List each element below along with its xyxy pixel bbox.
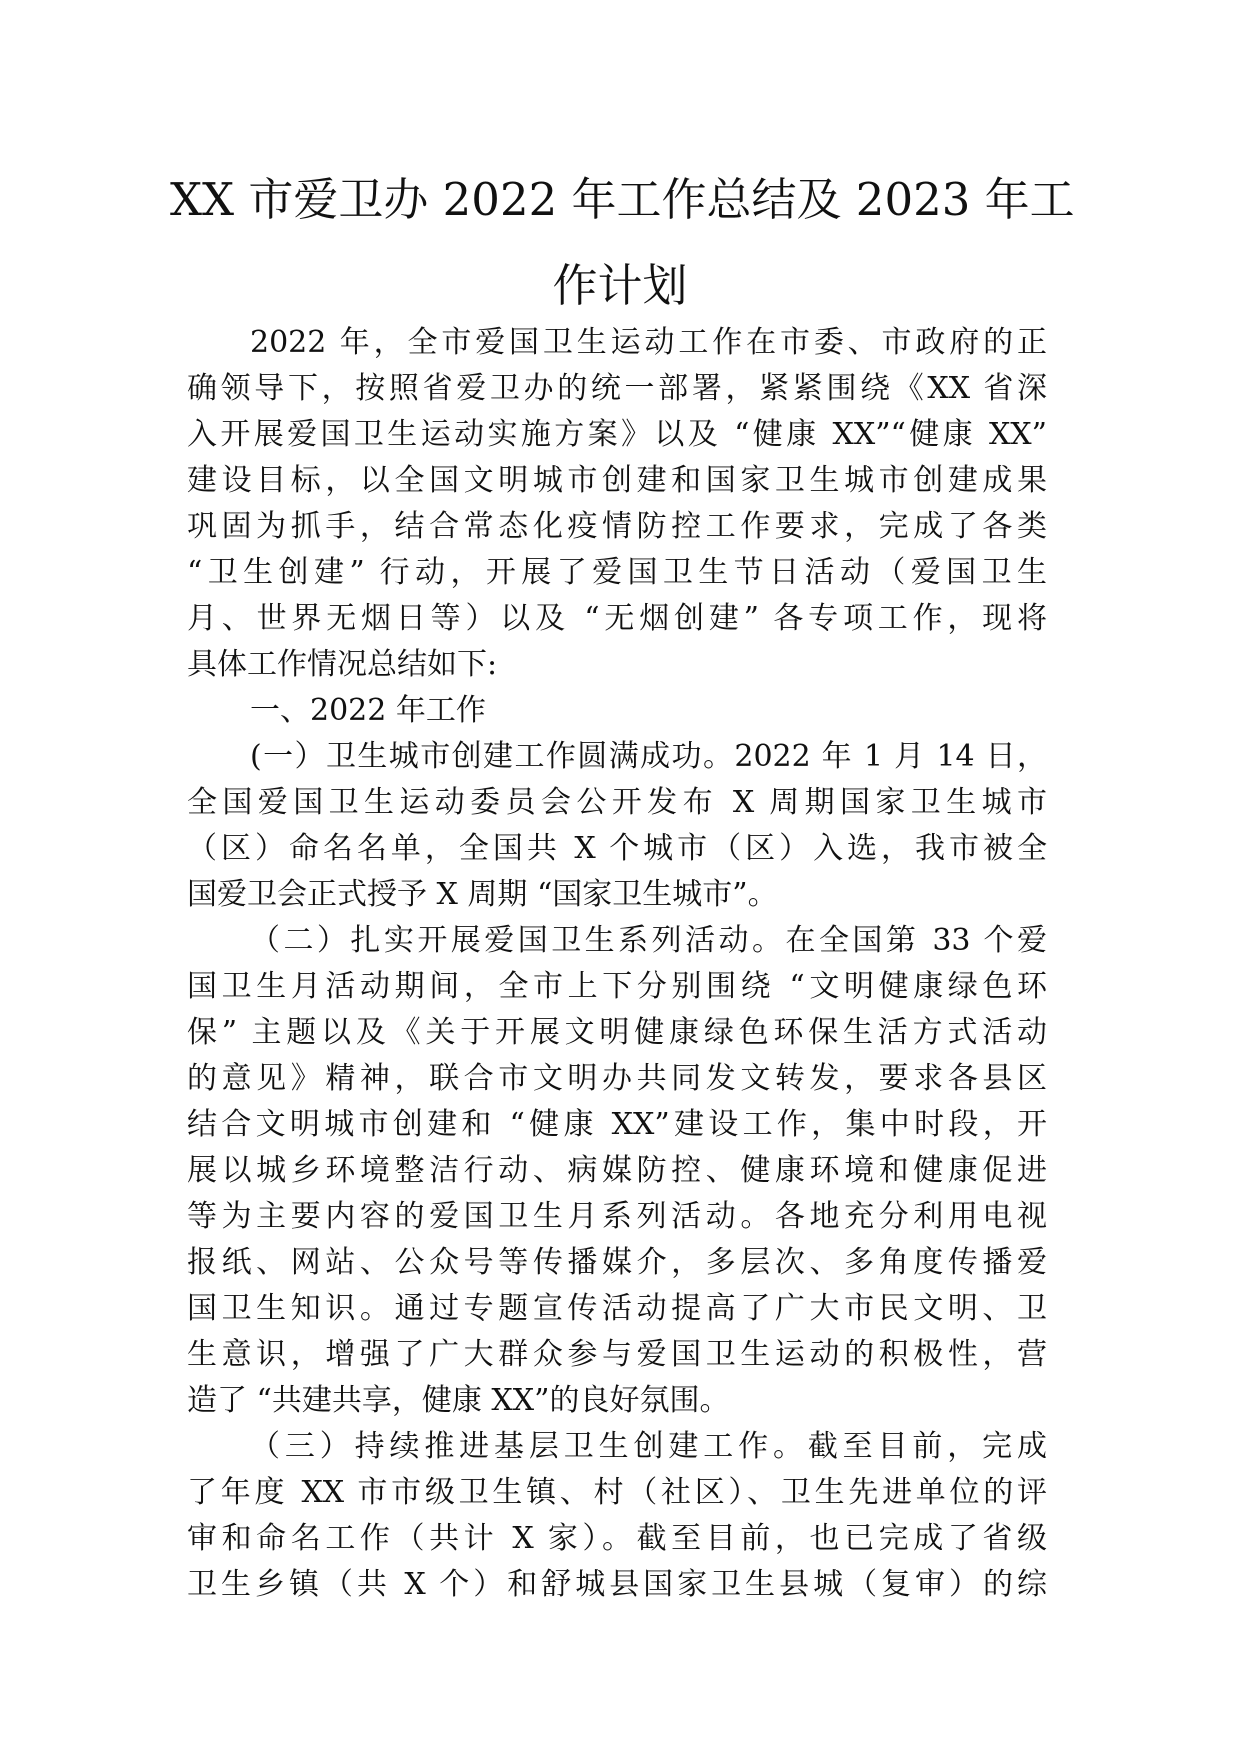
body-text-line: 展以城乡环境整洁行动、病媒防控、健康环境和健康促进 <box>187 1153 1047 1188</box>
body-text-line: 2022 年，全市爱国卫生运动工作在市委、市政府的正 <box>250 325 1047 360</box>
body-text-line: 报纸、网站、公众号等传播媒介，多层次、多角度传播爱 <box>187 1245 1047 1280</box>
body-text-line: 结合文明城市创建和 “健康 XX”建设工作，集中时段，开 <box>187 1107 1047 1142</box>
body-text-line: 卫生乡镇（共 X 个）和舒城县国家卫生县城（复审）的综 <box>187 1567 1047 1602</box>
body-text-line: 等为主要内容的爱国卫生月系列活动。各地充分利用电视 <box>187 1199 1047 1234</box>
body-text-line: 国卫生月活动期间，全市上下分别围绕 “文明健康绿色环 <box>187 969 1047 1004</box>
body-text-line: “卫生创建” 行动，开展了爱国卫生节日活动（爱国卫生 <box>187 555 1047 590</box>
body-text-line: 国爱卫会正式授予 X 周期 “国家卫生城市”。 <box>187 877 778 912</box>
body-text-line: 生意识，增强了广大群众参与爱国卫生运动的积极性，营 <box>187 1337 1047 1372</box>
body-text-line: 审和命名工作（共计 X 家）。截至目前，也已完成了省级 <box>187 1521 1047 1556</box>
document-title-line-2: 作计划 <box>552 259 688 312</box>
body-text-line: （区）命名名单，全国共 X 个城市（区）入选，我市被全 <box>187 831 1047 866</box>
section-heading: 一、2022 年工作 <box>250 693 486 728</box>
body-text-line: 入开展爱国卫生运动实施方案》以及 “健康 XX”“健康 XX” <box>187 417 1047 452</box>
body-text-line: 国卫生知识。通过专题宣传活动提高了广大市民文明、卫 <box>187 1291 1047 1326</box>
body-text-line: 全国爱国卫生运动委员会公开发布 X 周期国家卫生城市 <box>187 785 1047 820</box>
body-text-line: 巩固为抓手，结合常态化疫情防控工作要求，完成了各类 <box>187 509 1047 544</box>
body-text-line: （三）持续推进基层卫生创建工作。截至目前，完成 <box>250 1429 1047 1464</box>
body-text-line: 建设目标，以全国文明城市创建和国家卫生城市创建成果 <box>187 463 1047 498</box>
body-text-line: (一）卫生城市创建工作圆满成功。2022 年 1 月 14 日， <box>250 739 1047 774</box>
body-text-line: （二）扎实开展爱国卫生系列活动。在全国第 33 个爱 <box>250 923 1047 958</box>
body-text-line: 造了 “共建共享，健康 XX”的良好氛围。 <box>187 1383 730 1418</box>
document-title-line-1: XX 市爱卫办 2022 年工作总结及 2023 年工 <box>170 173 1075 226</box>
body-text-line: 确领导下，按照省爱卫办的统一部署，紧紧围绕《XX 省深 <box>187 371 1047 406</box>
body-text-line: 了年度 XX 市市级卫生镇、村（社区）、卫生先进单位的评 <box>187 1475 1047 1510</box>
body-text-line: 的意见》精神，联合市文明办共同发文转发，要求各县区 <box>187 1061 1047 1096</box>
body-text-line: 保” 主题以及《关于开展文明健康绿色环保生活方式活动 <box>187 1015 1047 1050</box>
body-text-line: 月、世界无烟日等）以及 “无烟创建” 各专项工作，现将 <box>187 601 1047 636</box>
body-text-line: 具体工作情况总结如下: <box>187 647 498 682</box>
